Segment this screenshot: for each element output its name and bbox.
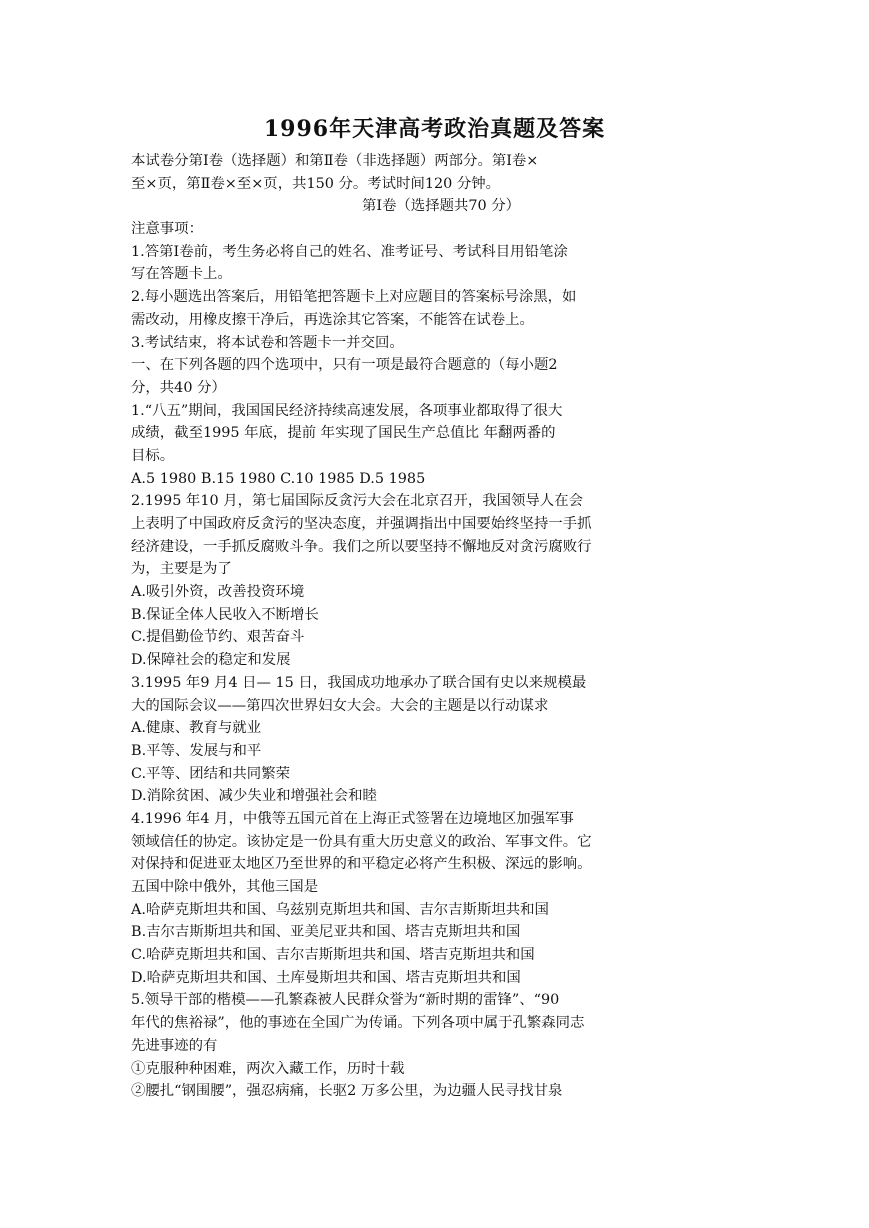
text-line: 1.“八五”期间，我国国民经济持续高速发展，各项事业都取得了很大	[131, 402, 563, 419]
text-line: 2.1995 年10 月，第七届国际反贪污大会在北京召开，我国领导人在会	[131, 493, 583, 510]
text-line: 上表明了中国政府反贪污的坚决态度，并强调指出中国要始终坚持一手抓	[131, 516, 592, 532]
text-line: A.健康、教育与就业	[131, 720, 262, 737]
text-line: C.平等、团结和共同繁荣	[131, 765, 290, 782]
text-line: C.提倡勤俭节约、艰苦奋斗	[131, 629, 305, 646]
section-heading: 第Ⅰ卷（选择题共70 分）	[361, 198, 521, 215]
text-line: C.哈萨克斯坦共和国、吉尔吉斯斯坦共和国、塔吉克斯坦共和国	[131, 947, 535, 964]
text-line: 写在答题卡上。	[131, 266, 232, 283]
text-line: 领域信任的协定。该协定是一份具有重大历史意义的政治、军事文件。它	[131, 833, 592, 850]
text-line: D.保障社会的稳定和发展	[131, 652, 291, 669]
text-line: 年代的焦裕禄”，他的事迹在全国广为传诵。下列各项中属于孔繁森同志	[131, 1015, 585, 1032]
text-line: D.消除贫困、减少失业和增强社会和睦	[131, 788, 377, 805]
text-line: D.哈萨克斯坦共和国、土库曼斯坦共和国、塔吉克斯坦共和国	[131, 969, 521, 986]
text-line: 需改动，用橡皮擦干净后，再选涂其它答案，不能答在试卷上。	[131, 311, 534, 328]
text-line: ①克服种种困难，两次入藏工作，历时十载	[131, 1060, 405, 1077]
text-line: 成绩，截至1995 年底，提前 年实现了国民生产总值比 年翻两番的	[131, 425, 556, 442]
text-line: 分，共40 分）	[131, 379, 226, 396]
text-line: A.吸引外资，改善投资环境	[131, 584, 305, 601]
document-title: 1996年天津高考政治真题及答案	[263, 116, 606, 142]
text-line: B.吉尔吉斯斯坦共和国、亚美尼亚共和国、塔吉克斯坦共和国	[131, 924, 521, 941]
text-line: 3.考试结束，将本试卷和答题卡一并交回。	[131, 334, 404, 351]
text-line: 本试卷分第Ⅰ卷（选择题）和第Ⅱ卷（非选择题）两部分。第Ⅰ卷×	[131, 153, 539, 169]
text-line: 目标。	[131, 447, 175, 464]
text-line: A.5 1980 B.15 1980 C.10 1985 D.5 1985	[131, 470, 426, 487]
text-line: 五国中除中俄外，其他三国是	[131, 879, 319, 895]
text-line: 经济建设，一手抓反腐败斗争。我们之所以要坚持不懈地反对贪污腐败行	[131, 538, 592, 555]
text-line: 对保持和促进亚太地区乃至世界的和平稳定必将产生积极、深远的影响。	[131, 856, 592, 873]
text-line: 一、在下列各题的四个选项中，只有一项是最符合题意的（每小题2	[131, 357, 558, 374]
text-line: A.哈萨克斯坦共和国、乌兹别克斯坦共和国、吉尔吉斯斯坦共和国	[131, 901, 549, 918]
text-line: B.平等、发展与和平	[131, 742, 262, 759]
text-line: 先进事迹的有	[131, 1037, 218, 1054]
text-line: 大的国际会议——第四次世界妇女大会。大会的主题是以行动谋求	[131, 697, 549, 714]
text-line: 注意事项：	[131, 221, 203, 238]
text-line: 为，主要是为了	[131, 561, 232, 578]
text-line: 3.1995 年9 月4 日— 15 日，我国成功地承办了联合国有史以来规模最	[131, 674, 587, 691]
document-body	[131, 150, 751, 1103]
text-line: 至×页，第Ⅱ卷×至×页，共150 分。考试时间120 分钟。	[131, 175, 501, 192]
text-line: 5.领导干部的楷模——孔繁森被人民群众誉为“新时期的雷锋”、“90	[131, 992, 560, 1009]
text-line: B.保证全体人民收入不断增长	[131, 606, 319, 623]
text-line: ②腰扎“钢围腰”，强忍病痛，长驱2 万多公里，为边疆人民寻找甘泉	[131, 1083, 563, 1100]
text-line: 1.答第Ⅰ卷前，考生务必将自己的姓名、准考证号、考试科目用铅笔涂	[131, 243, 568, 260]
text-line: 4.1996 年4 月，中俄等五国元首在上海正式签署在边境地区加强军事	[131, 810, 574, 827]
text-line: 2.每小题选出答案后，用铅笔把答题卡上对应题目的答案标号涂黑，如	[131, 289, 577, 306]
